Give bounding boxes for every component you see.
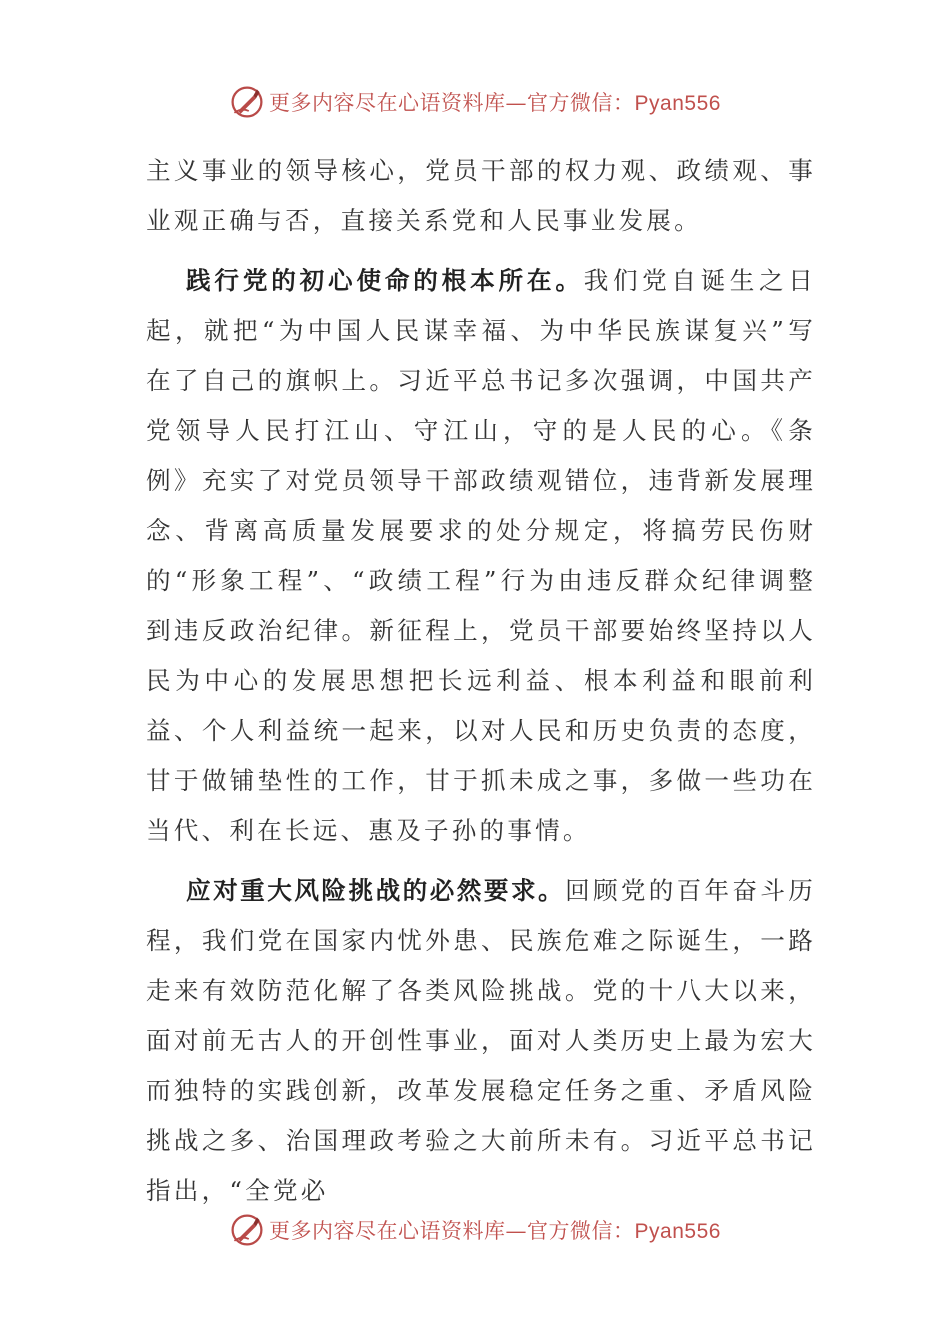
pen-logo-icon (229, 1212, 265, 1248)
paragraph-1 (146, 146, 816, 246)
header-banner (0, 82, 950, 122)
banner-text: 更多内容尽在心语资料库—官方微信：Pyan556 (269, 1219, 721, 1243)
paragraph-3-lead: 应对重大风险挑战的必然要求。 (186, 876, 566, 905)
paragraph-2-lead: 践行党的初心使命的根本所在。 (186, 266, 584, 295)
banner-text: 更多内容尽在心语资料库—官方微信：Pyan556 (269, 91, 721, 115)
pen-logo-icon (229, 84, 265, 120)
wechat-id: Pyan556 (634, 92, 721, 115)
paragraph-1-body: 主义事业的领导核心，党员干部的权力观、政绩观、事业观正确与否，直接关系党和人民事业发展。 (146, 156, 816, 235)
paragraph-3 (146, 866, 816, 1216)
document-body (146, 146, 816, 1216)
paragraph-3-body: 回顾党的百年奋斗历程，我们党在国家内忧外患、民族危难之际诞生，一路走来有效防范化解了各类风险挑战。党的十八大以来，面对前无古人的开创性事业，面对人类历史上最为宏大而独特的实践创新，改革发展稳定任务之重、矛盾风险挑战之多、治国理政考验之大前所未有。习近平总书记指出，“全党必 (146, 876, 816, 1205)
paragraph-2-body: 我们党自诞生之日起，就把“为中国人民谋幸福、为中华民族谋复兴”写在了自己的旗帜上。习近平总书记多次强调，中国共产党领导人民打江山、守江山，守的是人民的心。《条例》充实了对党员领导干部政绩观错位，违背新发展理念、背离高质量发展要求的处分规定，将搞劳民伤财的“形象工程”、“政绩工程”行为由违反群众纪律调整到违反政治纪律。新征程上，党员干部要始终坚持以人民为中心的发展思想把长远利益、根本利益和眼前利益、个人利益统一起来，以对人民和历史负责的态度，甘于做铺垫性的工作，甘于抓未成之事，多做一些功在当代、利在长远、惠及子孙的事情。 (146, 266, 816, 845)
footer-banner (0, 1210, 950, 1250)
paragraph-2 (146, 256, 816, 856)
wechat-id: Pyan556 (634, 1220, 721, 1243)
